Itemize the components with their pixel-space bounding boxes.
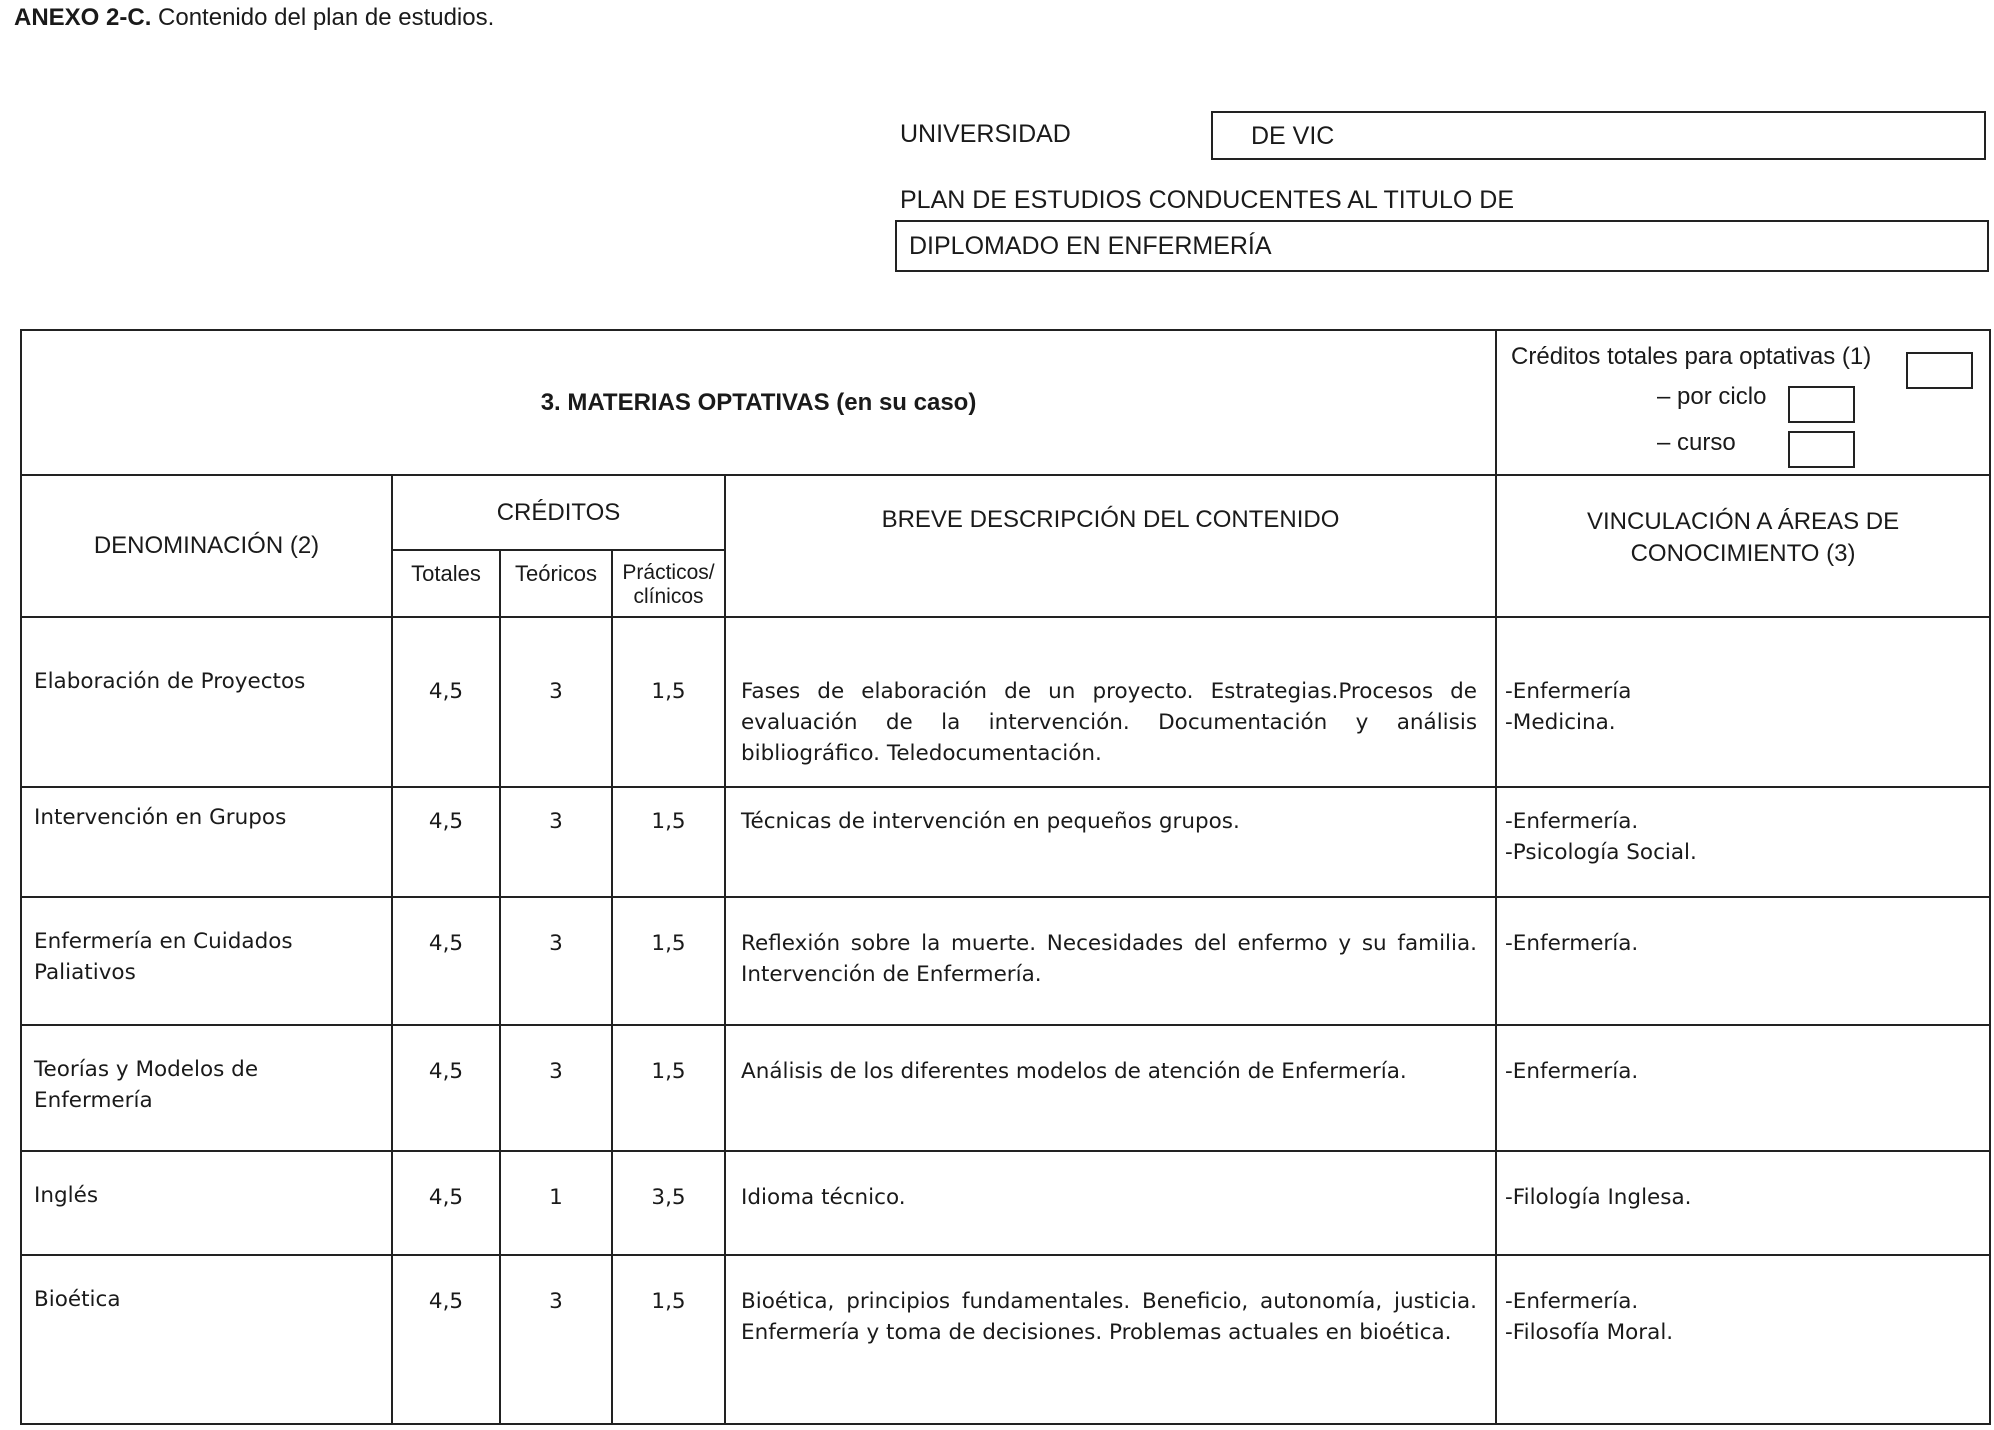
optativas-credits-cell xyxy=(1496,330,1990,475)
practicos-header-line1: Prácticos/ xyxy=(622,561,715,584)
vinculacion-header-line1: VINCULACIÓN A ÁREAS DE xyxy=(1586,508,1900,535)
section-header-row xyxy=(21,330,1990,475)
creditos-header: CRÉDITOS xyxy=(392,475,725,550)
row-teoricos: 3 xyxy=(500,1025,612,1151)
creditos-totales-box[interactable] xyxy=(1906,352,1973,389)
table-row xyxy=(21,1025,1990,1151)
curso-label: – curso xyxy=(1657,429,1736,456)
row-area-1: -Enfermería. xyxy=(1505,1289,1639,1314)
table-row xyxy=(21,787,1990,897)
row-practicos: 1,5 xyxy=(612,1255,725,1424)
row-area-1: -Enfermería. xyxy=(1505,931,1639,956)
titulo-value-box: DIPLOMADO EN ENFERMERÍA xyxy=(895,220,1989,272)
universidad-label: UNIVERSIDAD xyxy=(900,120,1071,148)
totales-header: Totales xyxy=(392,550,500,617)
row-area-1: -Filología Inglesa. xyxy=(1505,1185,1692,1210)
annex-heading xyxy=(14,4,494,32)
annex-title-text: Contenido del plan de estudios. xyxy=(158,4,495,31)
row-area-1: -Enfermería xyxy=(1505,679,1632,704)
row-descripcion: Reflexión sobre la muerte. Necesidades del enfermo y su familia. Intervención de Enfermería. xyxy=(725,897,1496,1025)
row-totales: 4,5 xyxy=(392,1255,500,1424)
row-practicos: 3,5 xyxy=(612,1151,725,1255)
row-denominacion: Enfermería en Cuidados Paliativos xyxy=(21,897,392,1025)
table-row xyxy=(21,897,1990,1025)
row-denominacion: Teorías y Modelos de Enfermería xyxy=(21,1025,392,1151)
por-ciclo-label: – por ciclo xyxy=(1657,383,1767,410)
row-teoricos: 3 xyxy=(500,1255,612,1424)
row-descripcion: Técnicas de intervención en pequeños grupos. xyxy=(725,787,1496,897)
practicos-header xyxy=(612,550,725,617)
row-vinculacion xyxy=(1496,787,1990,897)
por-ciclo-box[interactable] xyxy=(1788,386,1855,423)
row-practicos: 1,5 xyxy=(612,897,725,1025)
materias-optativas-table xyxy=(20,329,1991,1425)
row-vinculacion xyxy=(1496,1255,1990,1424)
row-teoricos: 3 xyxy=(500,617,612,787)
descripcion-header: BREVE DESCRIPCIÓN DEL CONTENIDO xyxy=(725,475,1496,617)
row-descripcion: Bioética, principios fundamentales. Beneficio, autonomía, justicia. Enfermería y toma de decisiones. Problemas actuales en bioética. xyxy=(725,1255,1496,1424)
row-denominacion: Elaboración de Proyectos xyxy=(21,617,392,787)
annex-code: ANEXO 2-C. xyxy=(14,4,152,31)
universidad-value-box: DE VIC xyxy=(1211,111,1986,160)
row-area-1: -Enfermería. xyxy=(1505,1059,1639,1084)
vinculacion-header-line2: CONOCIMIENTO (3) xyxy=(1630,540,1856,567)
row-descripcion: Fases de elaboración de un proyecto. Estrategias.Procesos de evaluación de la intervención. Documentación y análisis bibliográfico. Teledocumentación. xyxy=(725,617,1496,787)
row-totales: 4,5 xyxy=(392,897,500,1025)
row-area-1: -Enfermería. xyxy=(1505,809,1639,834)
vinculacion-header xyxy=(1496,475,1990,617)
row-denominacion: Bioética xyxy=(21,1255,392,1424)
row-totales: 4,5 xyxy=(392,787,500,897)
row-vinculacion xyxy=(1496,617,1990,787)
table-row xyxy=(21,1255,1990,1424)
row-denominacion: Intervención en Grupos xyxy=(21,787,392,897)
column-header-row xyxy=(21,475,1990,550)
row-vinculacion xyxy=(1496,1151,1990,1255)
row-area-2: -Medicina. xyxy=(1505,710,1616,735)
row-area-2: -Psicología Social. xyxy=(1505,840,1697,865)
teoricos-header: Teóricos xyxy=(500,550,612,617)
row-practicos: 1,5 xyxy=(612,787,725,897)
row-practicos: 1,5 xyxy=(612,617,725,787)
row-teoricos: 3 xyxy=(500,897,612,1025)
table-row xyxy=(21,617,1990,787)
row-teoricos: 1 xyxy=(500,1151,612,1255)
row-practicos: 1,5 xyxy=(612,1025,725,1151)
section-title: 3. MATERIAS OPTATIVAS (en su caso) xyxy=(21,330,1496,475)
creditos-totales-label: Créditos totales para optativas (1) xyxy=(1511,343,1872,370)
row-vinculacion xyxy=(1496,897,1990,1025)
row-totales: 4,5 xyxy=(392,617,500,787)
row-area-2: -Filosofía Moral. xyxy=(1505,1320,1674,1345)
row-descripcion: Idioma técnico. xyxy=(725,1151,1496,1255)
row-totales: 4,5 xyxy=(392,1025,500,1151)
denominacion-header: DENOMINACIÓN (2) xyxy=(21,475,392,617)
curso-box[interactable] xyxy=(1788,431,1855,468)
row-descripcion: Análisis de los diferentes modelos de atención de Enfermería. xyxy=(725,1025,1496,1151)
plan-label: PLAN DE ESTUDIOS CONDUCENTES AL TITULO DE xyxy=(900,186,1515,214)
row-totales: 4,5 xyxy=(392,1151,500,1255)
table-row xyxy=(21,1151,1990,1255)
row-denominacion: Inglés xyxy=(21,1151,392,1255)
row-vinculacion xyxy=(1496,1025,1990,1151)
row-teoricos: 3 xyxy=(500,787,612,897)
practicos-header-line2: clínicos xyxy=(633,585,704,608)
